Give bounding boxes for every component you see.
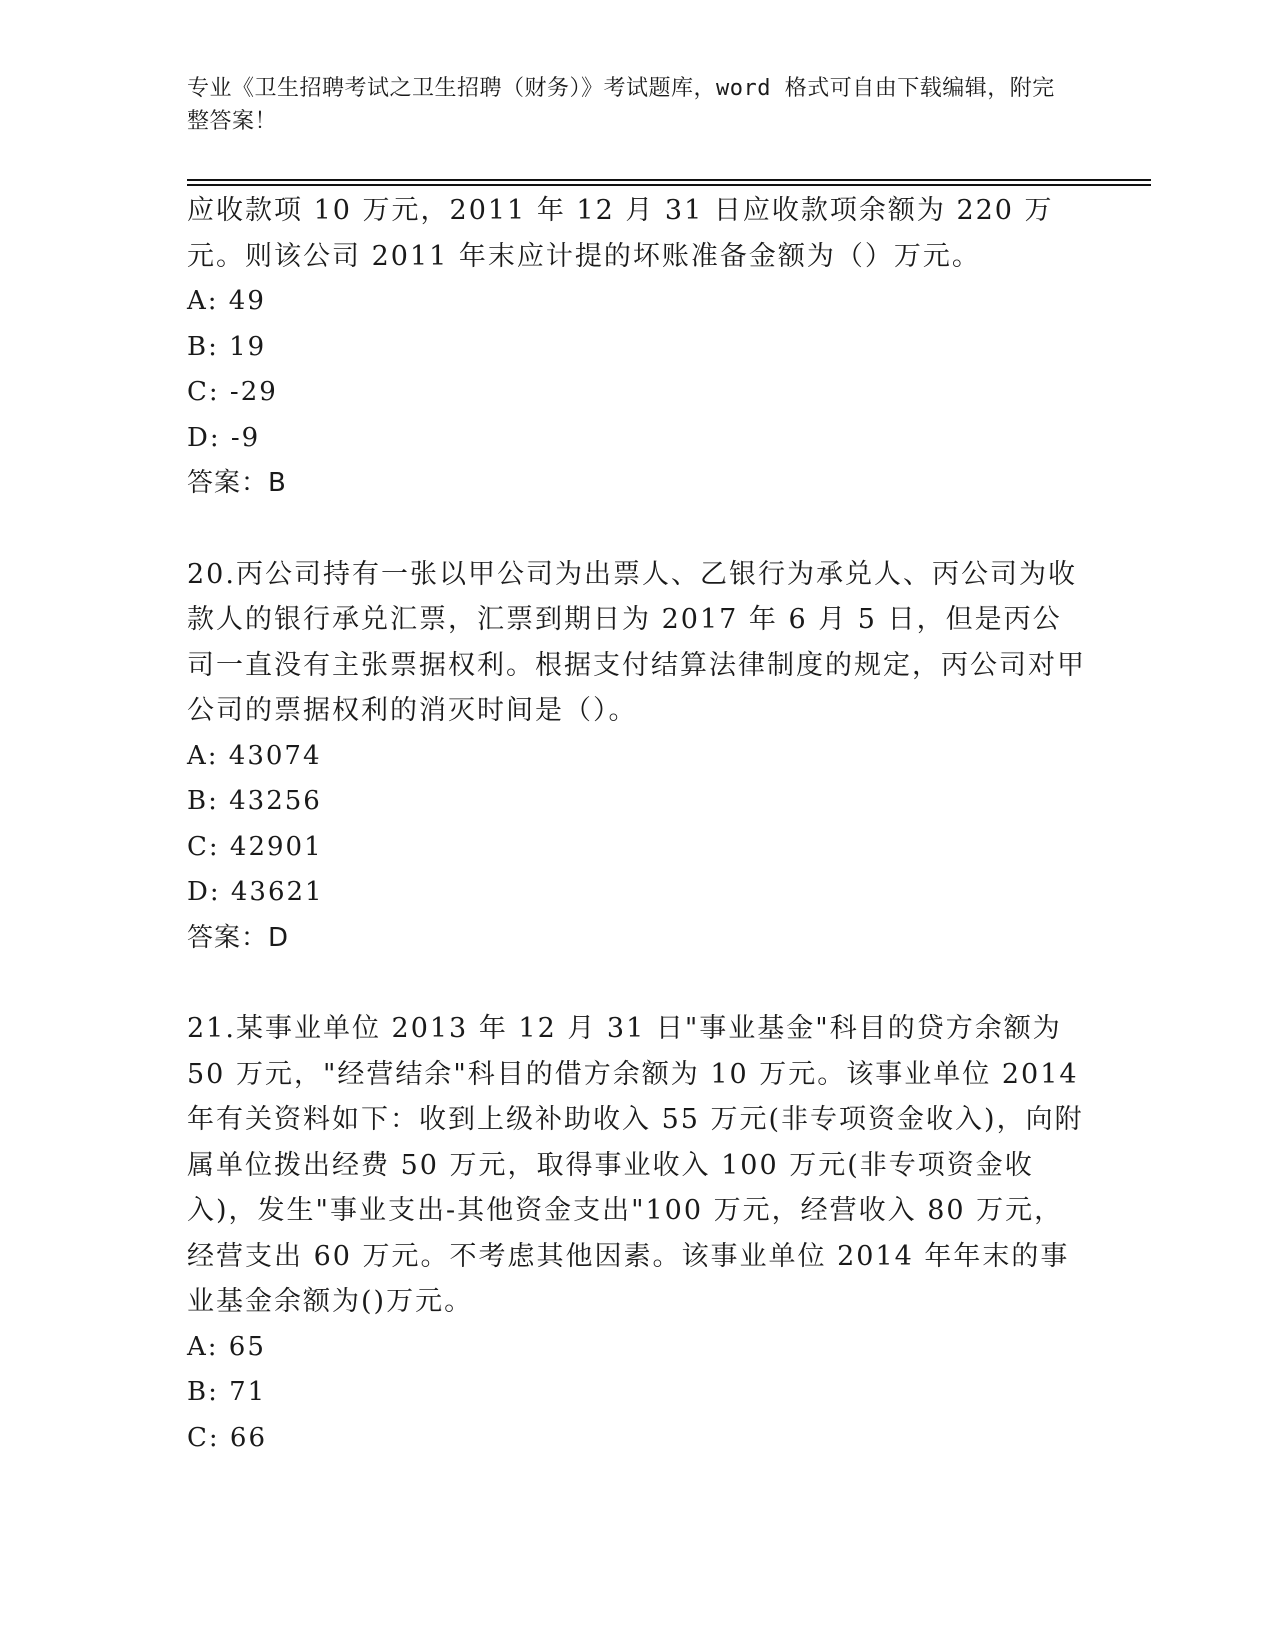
option-a: A: 49 bbox=[187, 286, 266, 316]
option-b: B: 71 bbox=[187, 1377, 267, 1407]
header-divider-top bbox=[187, 179, 1151, 181]
document-header bbox=[187, 72, 1067, 138]
answer: 答案：D bbox=[187, 922, 290, 953]
spacer bbox=[187, 507, 1087, 552]
question-text: 应收款项 10 万元，2011 年 12 月 31 日应收款项余额为 220 万元。则该公司 2011 年末应计提的坏账准备金额为（）万元。 bbox=[187, 195, 1054, 272]
option-b: B: 19 bbox=[187, 331, 267, 362]
question-list bbox=[187, 188, 1087, 1461]
question-text: 20.丙公司持有一张以甲公司为出票人、乙银行为承兑人、丙公司为收款人的银行承兑汇票，汇票到期日为 2017 年 6 月 5 日，但是丙公司一直没有主张票据权利。根据支付结算法律制度的规定，丙公司对甲公司的票据权利的消灭时间是（）。 bbox=[187, 558, 1086, 726]
header-divider-bottom bbox=[187, 184, 1151, 186]
option-a: A: 65 bbox=[187, 1331, 266, 1362]
question-block bbox=[187, 188, 1087, 507]
spacer bbox=[187, 961, 1087, 1006]
header-title: 专业《卫生招聘考试之卫生招聘（财务）》考试题库，word 格式可自由下载编辑，附完整答案！ bbox=[187, 76, 1055, 134]
answer: 答案：B bbox=[187, 468, 287, 498]
option-d: D: -9 bbox=[187, 422, 261, 453]
option-d: D: 43621 bbox=[187, 877, 324, 907]
option-b: B: 43256 bbox=[187, 786, 322, 816]
option-a: A: 43074 bbox=[187, 740, 322, 771]
option-c: C: -29 bbox=[187, 377, 278, 407]
question-text: 21.某事业单位 2013 年 12 月 31 日"事业基金"科目的贷方余额为 50 万元，"经营结余"科目的借方余额为 10 万元。该事业单位 2014 年有关资料如下：收到上级补助收入 55 万元(非专项资金收入)，向附属单位拨出经费 50 万元，取得事业收入 100 万元(非专项资金收入)，发生"事业支出-其他资金支出"100 万元，经营收入 80 万元，经营支出 60 万元。不考虑其他因素。该事业单位 2014 年年末的事业基金余额为()万元。 bbox=[187, 1013, 1084, 1317]
option-c: C: 42901 bbox=[187, 831, 323, 862]
question-block bbox=[187, 1006, 1087, 1461]
question-block bbox=[187, 552, 1087, 962]
option-c: C: 66 bbox=[187, 1422, 268, 1453]
